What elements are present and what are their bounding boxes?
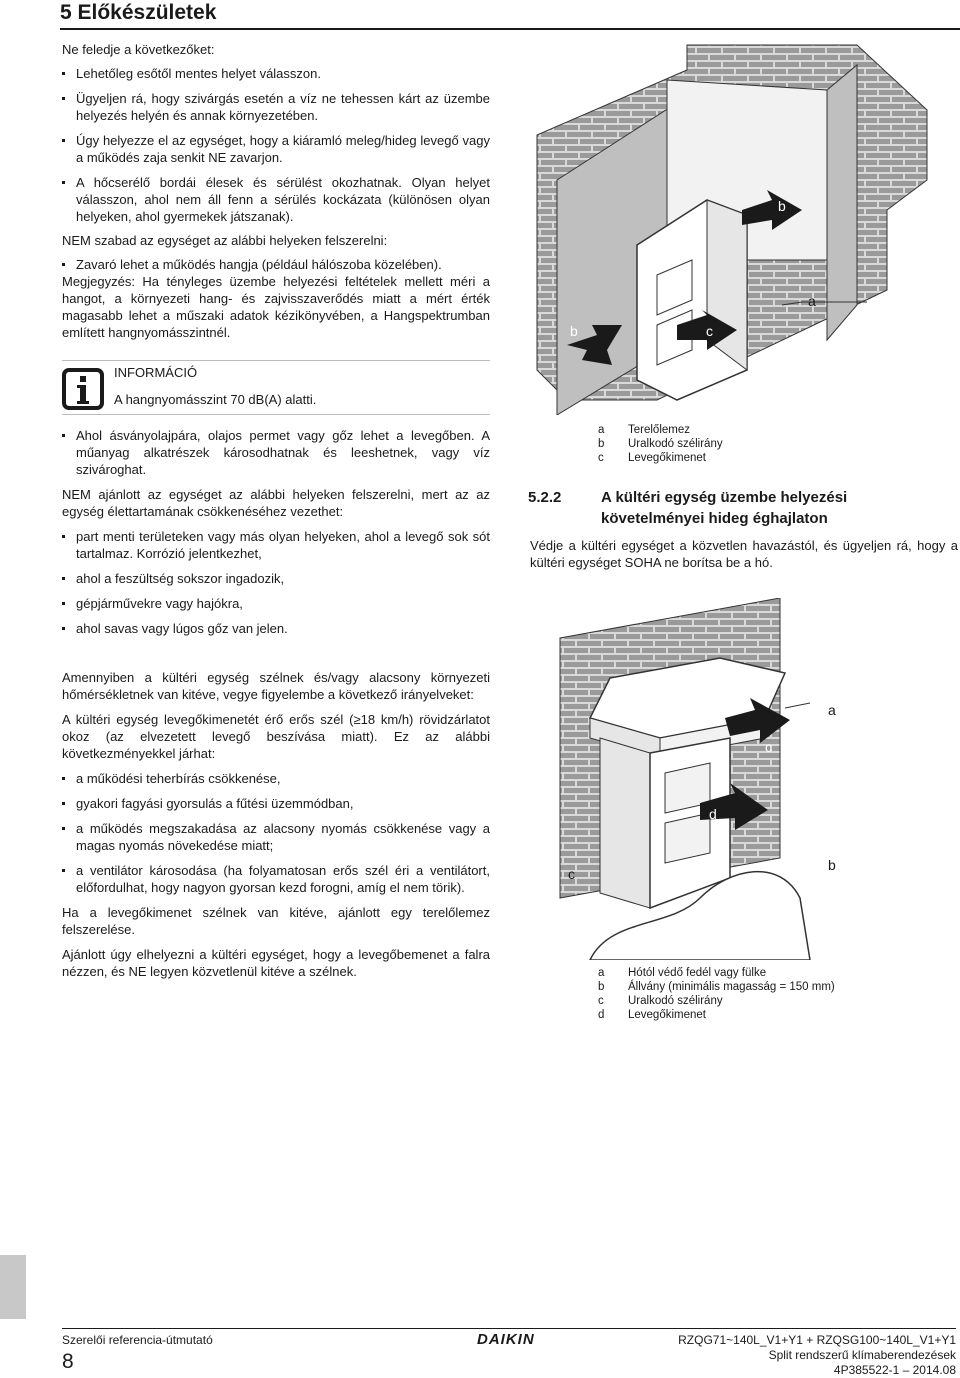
bullet-list-2 <box>62 528 490 637</box>
brand-logo: DAIKIN <box>477 1331 535 1348</box>
legend-text: Hótól védő fedél vagy fülke <box>628 967 767 979</box>
legend-text: Levegőkimenet <box>628 452 706 464</box>
info-rule-bottom <box>62 414 490 415</box>
left-column-top <box>62 41 490 341</box>
legend-row <box>598 423 723 437</box>
legend-key: c <box>598 452 604 464</box>
legend-text: Levegőkimenet <box>628 1009 706 1021</box>
bullet-list-3 <box>62 770 490 896</box>
legend-text: Állvány (minimális magasság = 150 mm) <box>628 981 835 993</box>
left-column-middle <box>62 427 490 637</box>
legend-text: Terelőlemez <box>628 424 690 436</box>
list-item: Ügyeljen rá, hogy szivárgás esetén a víz ne tehessen kárt az üzembe helyezés helyén és annak környezetében. <box>62 90 490 124</box>
info-icon-dot <box>80 376 86 382</box>
footer-product: Split rendszerű klímaberendezések <box>768 1348 956 1362</box>
footer-doc-code: 4P385522-1 – 2014.08 <box>833 1363 956 1377</box>
legend-key: d <box>598 1009 605 1021</box>
noise-note: Megjegyzés: Ha tényleges üzembe helyezési feltételek mellett méri a hangot, a környezeti hang- és zajvisszaverődés miatt a mért érték magasabb lehet a műszaki adatok kézikönyvében, a Hangspektrumban említett hangnyomásszintnél. <box>62 274 490 340</box>
legend-row <box>598 437 723 451</box>
figure-wall-deflector <box>527 40 957 415</box>
wind-exposed-text: Ha a levegőkimenet szélnek van kitéve, ajánlott egy terelőlemez felszerelése. <box>62 905 490 937</box>
left-column-bottom <box>62 669 490 980</box>
footer-doc-title: Szerelői referencia-útmutató <box>62 1333 213 1347</box>
legend-key: a <box>598 424 605 436</box>
legend-text: Uralkodó szélirány <box>628 995 723 1007</box>
section-body: Védje a kültéri egységet a közvetlen havazástól, és ügyeljen rá, hogy a kültéri egységet SOHA ne borítsa be a hó. <box>530 538 958 570</box>
not-recommended-intro: NEM ajánlott az egységet az alábbi helyeken felszerelni, mert az az egység élettartamának csökkenéséhez vezethet: <box>62 487 490 519</box>
list-item: a működés megszakadása az alacsony nyomás csökkenése vagy a magas nyomás növekedése miatt; <box>62 820 490 854</box>
not-allowed-intro: NEM szabad az egységet az alábbi helyeken felszerelni: <box>62 233 388 248</box>
recommend-text: Ajánlott úgy elhelyezni a kültéri egységet, hogy a levegőbemenet a falra nézzen, és NE legyen közvetlenül kitéve a szélnek. <box>62 947 490 979</box>
list-item: part menti területeken vagy más olyan helyeken, ahol a levegő sok sót tartalmaz. Korrózió jelentkezhet, <box>62 528 490 562</box>
header-rule <box>60 28 960 30</box>
list-item: Zavaró lehet a működés hangja (például hálószoba közelében). <box>62 256 490 273</box>
legend-key: b <box>598 438 605 450</box>
legend-text: Uralkodó szélirány <box>628 438 723 450</box>
legend-row <box>598 1008 835 1022</box>
bullet-list-1 <box>62 65 490 225</box>
list-item: A hőcserélő bordái élesek és sérülést okozhatnak. Olyan helyet válasszon, ahol nem áll fenn a sérülés kockázata (különösen olyan helyeken, ahol gyermekek játszanak). <box>62 174 490 225</box>
legend-row <box>598 994 835 1008</box>
fig2-legend <box>598 966 835 1022</box>
fig1-label-b-left: b <box>570 323 578 339</box>
fig2-label-b: b <box>828 857 836 873</box>
info-text: A hangnyomásszint 70 dB(A) alatti. <box>114 392 317 407</box>
chapter-title: 5 Előkészületek <box>60 1 217 24</box>
footer-rule <box>62 1328 956 1329</box>
fig1-label-b-right: b <box>778 198 786 214</box>
wind-intro: Amennyiben a kültéri egység szélnek és/vagy alacsony környezeti hőmérsékletnek van kitéve, vegye figyelembe a következő irányelveket: <box>62 670 490 702</box>
fig2-label-a: a <box>828 702 836 718</box>
wind-para: A kültéri egység levegőkimenetét érő erős szél (≥18 km/h) rövidzárlatot okoz (az elvezetett levegő beszívása miatt). Ez az alábbi következményekkel járhat: <box>62 712 490 761</box>
legend-key: c <box>598 995 604 1007</box>
legend-row <box>598 980 835 994</box>
footer-model-info <box>678 1333 956 1378</box>
bullet-list-oil <box>62 427 490 478</box>
list-item: Ahol ásványolajpára, olajos permet vagy gőz lehet a levegőben. A műanyag alkatrészek károsodhatnak és leeshetnek, vagy víz szivároghat. <box>62 427 490 478</box>
list-item: Lehetőleg esőtől mentes helyet válasszon. <box>62 65 490 82</box>
footer-models: RZQG71~140L_V1+Y1 + RZQSG100~140L_V1+Y1 <box>678 1333 956 1347</box>
fig1-legend <box>598 423 723 465</box>
legend-key: b <box>598 981 605 993</box>
list-item: a ventilátor károsodása (ha folyamatosan erős szél éri a ventilátort, előfordulhat, hogy nagyon gyorsan kezd forogni, amíg el nem törik). <box>62 862 490 896</box>
page-edge-tab <box>0 1255 26 1319</box>
legend-row <box>598 966 835 980</box>
info-rule-top <box>62 360 490 361</box>
legend-key: a <box>598 967 605 979</box>
list-item: ahol a feszültség sokszor ingadozik, <box>62 570 490 587</box>
info-icon <box>62 368 104 410</box>
fig2-label-c-top: c <box>765 739 772 755</box>
fig2-label-d: d <box>709 806 717 822</box>
list-item: a működési teherbírás csökkenése, <box>62 770 490 787</box>
legend-row <box>598 451 723 465</box>
section-number: 5.2.2 <box>528 489 562 506</box>
info-heading: INFORMÁCIÓ <box>114 365 198 380</box>
fig2-label-c-bottom: c <box>568 866 575 882</box>
bullet-list-noise <box>62 256 490 273</box>
fig1-label-c: c <box>706 323 713 339</box>
page-number: 8 <box>62 1350 74 1373</box>
list-item: ahol savas vagy lúgos gőz van jelen. <box>62 620 490 637</box>
figure-snow-cover <box>550 598 860 960</box>
info-icon-stem <box>77 385 89 404</box>
list-item: gépjárművekre vagy hajókra, <box>62 595 490 612</box>
list-item: gyakori fagyási gyorsulás a fűtési üzemmódban, <box>62 795 490 812</box>
intro-text: Ne feledje a következőket: <box>62 42 215 57</box>
section-title: A kültéri egység üzembe helyezési követelményei hideg éghajlaton <box>601 489 848 527</box>
list-item: Úgy helyezze el az egységet, hogy a kiáramló meleg/hideg levegő vagy a működés zaja senkit NE zavarjon. <box>62 132 490 166</box>
fig1-label-a: a <box>808 293 816 309</box>
